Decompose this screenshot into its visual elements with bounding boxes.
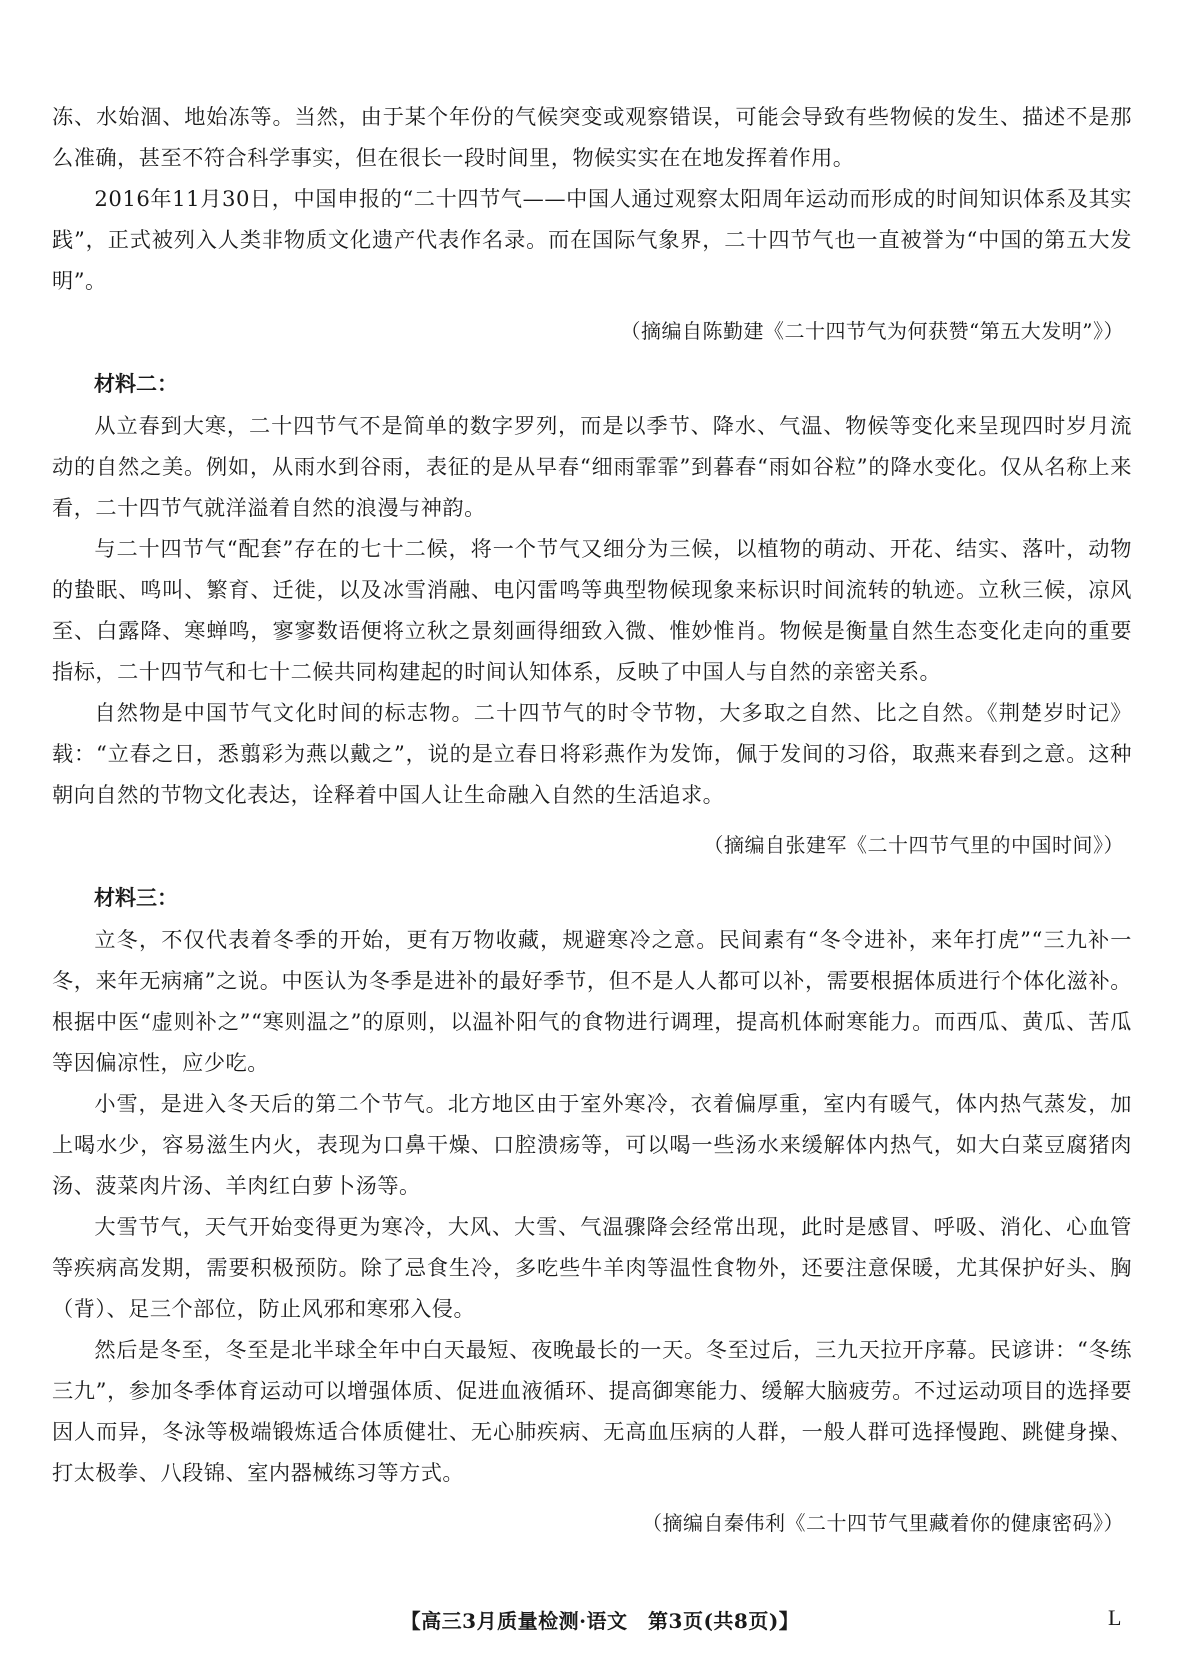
paragraph-heritage: 2016年11月30日，中国申报的“二十四节气——中国人通过观察太阳周年运动而形成的时间知识体系及其实践”，正式被列入人类非物质文化遗产代表作名录。而在国际气象界，二十四节气也一直被誉为“中国的第五大发明”。 [52, 186, 1132, 293]
paragraph-material2-3: 自然物是中国节气文化时间的标志物。二十四节气的时令节物，大多取之自然、比之自然。《荆楚岁时记》载：“立春之日，悉翦彩为燕以戴之”，说的是立春日将彩燕作为发饰，佩于发间的习俗，取燕来春到之意。这种朝向自然的节物文化表达，诠释着中国人让生命融入自然的生活追求。 [52, 700, 1132, 807]
source-citation-2: （摘编自张建军《二十四节气里的中国时间》） [703, 833, 1124, 857]
paragraph-material2-2: 与二十四节气“配套”存在的七十二候，将一个节气又细分为三候，以植物的萌动、开花、结实、落叶，动物的蛰眠、鸣叫、繁育、迁徙，以及冰雪消融、电闪雷鸣等典型物候现象来标识时间流转的轨迹。立秋三候，凉风至、白露降、寒蝉鸣，寥寥数语便将立秋之景刻画得细致入微、惟妙惟肖。物候是衡量自然生态变化走向的重要指标，二十四节气和七十二候共同构建起的时间认知体系，反映了中国人与自然的亲密关系。 [52, 536, 1132, 684]
paragraph-material3-3: 大雪节气，天气开始变得更为寒冷，大风、大雪、气温骤降会经常出现，此时是感冒、呼吸、消化、心血管等疾病高发期，需要积极预防。除了忌食生冷，多吃些牛羊肉等温性食物外，还要注意保暖，尤其保护好头、胸（背）、足三个部位，防止风邪和寒邪入侵。 [52, 1214, 1132, 1321]
paragraph-continued: 冻、水始涸、地始冻等。当然，由于某个年份的气候突变或观察错误，可能会导致有些物候的发生、描述不是那么准确，甚至不符合科学事实，但在很长一段时间里，物候实实在在地发挥着作用。 [52, 104, 1132, 170]
paragraph-material3-2: 小雪，是进入冬天后的第二个节气。北方地区由于室外寒冷，衣着偏厚重，室内有暖气，体内热气蒸发，加上喝水少，容易滋生内火，表现为口鼻干燥、口腔溃疡等，可以喝一些汤水来缓解体内热气，如大白菜豆腐猪肉汤、菠菜肉片汤、羊肉红白萝卜汤等。 [52, 1091, 1132, 1198]
page-footer: 【高三3月质量检测·语文 第3页(共8页)】 [400, 1609, 800, 1633]
footer-version-mark: L [1108, 1605, 1122, 1630]
material-three-heading: 材料三： [94, 886, 178, 910]
page-content [52, 96, 1132, 1556]
material-two-heading: 材料二： [94, 372, 178, 396]
paragraph-material3-1: 立冬，不仅代表着冬季的开始，更有万物收藏，规避寒冷之意。民间素有“冬令进补，来年打虎”“三九补一冬，来年无病痛”之说。中医认为冬季是进补的最好季节，但不是人人都可以补，需要根据体质进行个体化滋补。根据中医“虚则补之”“寒则温之”的原则，以温补阳气的食物进行调理，提高机体耐寒能力。而西瓜、黄瓜、苦瓜等因偏凉性，应少吃。 [52, 927, 1132, 1075]
source-citation-3: （摘编自秦伟利《二十四节气里藏着你的健康密码》） [642, 1511, 1124, 1535]
source-citation-1: （摘编自陈勤建《二十四节气为何获赞“第五大发明”》） [620, 319, 1124, 343]
paragraph-material2-1: 从立春到大寒，二十四节气不是简单的数字罗列，而是以季节、降水、气温、物候等变化来呈现四时岁月流动的自然之美。例如，从雨水到谷雨，表征的是从早春“细雨霏霏”到暮春“雨如谷粒”的降水变化。仅从名称上来看，二十四节气就洋溢着自然的浪漫与神韵。 [52, 413, 1132, 520]
paragraph-material3-4: 然后是冬至，冬至是北半球全年中白天最短、夜晚最长的一天。冬至过后，三九天拉开序幕。民谚讲：“冬练三九”，参加冬季体育运动可以增强体质、促进血液循环、提高御寒能力、缓解大脑疲劳。不过运动项目的选择要因人而异，冬泳等极端锻炼适合体质健壮、无心肺疾病、无高血压病的人群，一般人群可选择慢跑、跳健身操、打太极拳、八段锦、室内器械练习等方式。 [52, 1337, 1132, 1485]
